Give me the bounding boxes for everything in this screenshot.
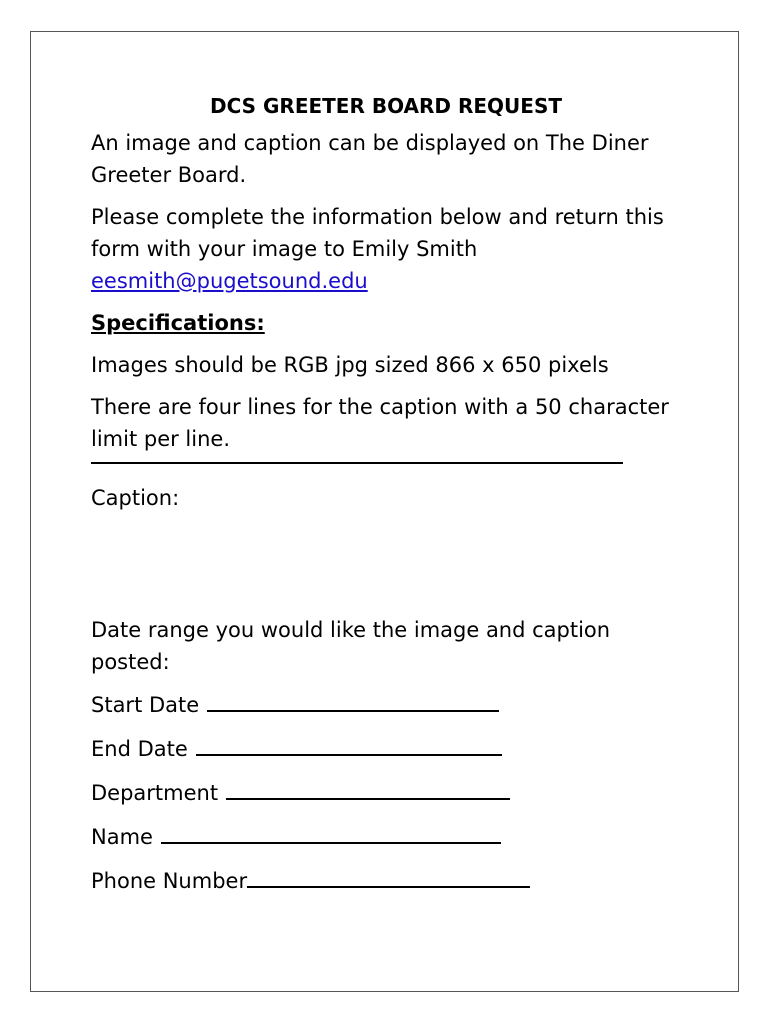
phone-number-field — [91, 864, 691, 896]
start-date-blank[interactable] — [207, 688, 499, 712]
form-content — [91, 91, 691, 908]
phone-number-blank[interactable] — [247, 864, 530, 888]
name-label: Name — [91, 825, 153, 849]
specifications-heading — [91, 307, 691, 339]
spec-caption-limit: There are four lines for the caption with a 50 character limit per line. — [91, 395, 669, 451]
form-title: DCS GREETER BOARD REQUEST — [210, 94, 562, 118]
spec-image-size: Images should be RGB jpg sized 866 x 650 pixels — [91, 353, 609, 377]
phone-number-label: Phone Number — [91, 869, 248, 893]
end-date-blank[interactable] — [196, 732, 502, 756]
end-date-label: End Date — [91, 737, 188, 761]
divider-line — [91, 462, 623, 464]
department-label: Department — [91, 781, 219, 805]
caption-label: Caption: — [91, 486, 180, 510]
date-range-prompt: Date range you would like the image and caption posted: — [91, 618, 611, 674]
start-date-field — [91, 688, 691, 720]
instructions-text — [91, 201, 691, 297]
department-field — [91, 776, 691, 808]
end-date-field — [91, 732, 691, 764]
intro-text: An image and caption can be displayed on The Diner Greeter Board. — [91, 131, 649, 187]
start-date-label: Start Date — [91, 693, 200, 717]
name-blank[interactable] — [161, 820, 501, 844]
name-field — [91, 820, 691, 852]
instructions-body: Please complete the information below and return this form with your image to Emily Smith — [91, 205, 664, 261]
department-blank[interactable] — [226, 776, 510, 800]
specifications-heading-text: Specifications: — [91, 311, 265, 335]
contact-email-link[interactable]: eesmith@pugetsound.edu — [91, 269, 368, 293]
